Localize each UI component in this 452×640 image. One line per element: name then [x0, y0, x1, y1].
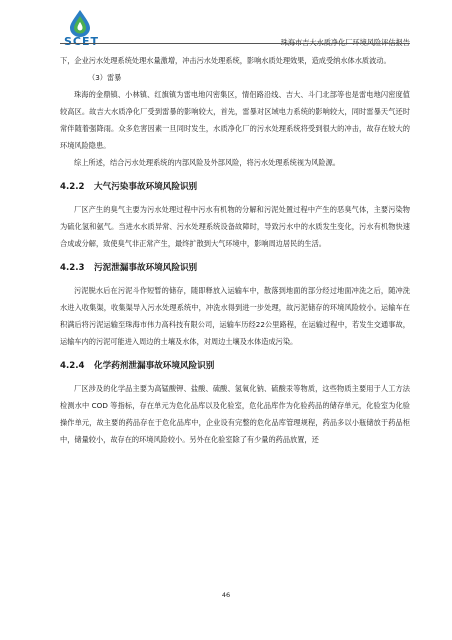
paragraph: 厂区涉及的化学品主要为高锰酸钾、盐酸、硫酸、氢氧化钠、硫酸汞等物质，这些物质主要用于人工方法检测水中 COD 等指标，存在单元为危化品库以及化验室，危化品库作为化验药品的储存单元，化验室为化验操作单元，故主要的药品存在于危化品库中，企业设有完整的危化品库管理规程，药品多以小瓶储放于药品柜中，储量较小，故存在的环境风险较小。另外在化验室除了有少量的药品放置，还	[60, 384, 410, 444]
section-title: 化学药剂泄漏事故环境风险识别	[94, 361, 215, 371]
section-number: 4.2.3	[60, 263, 85, 273]
section-heading-4-2-2	[60, 179, 410, 195]
paragraph: 厂区产生的臭气主要为污水处理过程中污水有机物的分解和污泥处置过程中产生的恶臭气体，主要污染物为硫化氢和氨气。当进水水质异常、污水处理系统设备故障时，导致污水中的水质发生变化，污水有机物快速合成或分解，致使臭气非正常产生，最终扩散到大气环境中，影响周边居民的生活。	[60, 205, 410, 248]
logo-wordmark: SCET	[64, 35, 100, 48]
paragraph: 珠海的金鼎镇、小林镇、红旗镇为雷电地闪密集区，情侣路沿线、吉大、斗门北部等也是雷电地闪密度值较高区。故吉大水质净化厂受到雷暴的影响较大，首先，雷暴对区域电力系统的影响较大，同时雷暴天气还时常伴随着强降雨。众多危害因素一旦同时发生，水质净化厂的污水处理系统将受到很大的冲击，故存在较大的环境风险隐患。	[60, 90, 410, 150]
section-number: 4.2.4	[60, 361, 85, 371]
header-divider	[60, 43, 410, 44]
paragraph: 综上所述，结合污水处理系统的内部风险及外部风险，将污水处理系统视为风险源。	[74, 158, 340, 167]
page-header	[60, 8, 410, 48]
section-number: 4.2.2	[60, 182, 85, 192]
section-heading-4-2-4	[60, 358, 410, 374]
report-title: 珠海市吉大水质净化厂环境风险评估报告	[280, 38, 410, 47]
water-drop-logo-icon	[60, 8, 116, 38]
page-body	[60, 52, 410, 448]
subsection-label-thunderstorm: （3）雷暴	[88, 73, 122, 82]
paragraph: 下，企业污水处理系统处理水量激增，冲击污水处理系统，影响水质处理效果，造成受纳水体水质波动。	[60, 56, 391, 65]
scet-logo	[60, 8, 116, 48]
paragraph: 污泥脱水后在污泥斗作短暂的储存，随即释放入运输车中，散落到地面的部分经过地面冲洗之后，随冲洗水进入收集渠，收集渠导入污水处理系统中，冲洗水得到进一步处理，故污泥储存的环境风险较小。运输车在积满后将污泥运输至珠海市伟力高科技有限公司，运输车历经22公里路程，在运输过程中，若发生交通事故，运输车内的污泥可能进入周边的土壤及水体，对周边土壤及水体造成污染。	[60, 286, 410, 346]
section-title: 大气污染事故环境风险识别	[94, 182, 198, 192]
section-heading-4-2-3	[60, 260, 410, 276]
section-title: 污泥泄漏事故环境风险识别	[94, 263, 198, 273]
page-number: 46	[221, 591, 231, 599]
